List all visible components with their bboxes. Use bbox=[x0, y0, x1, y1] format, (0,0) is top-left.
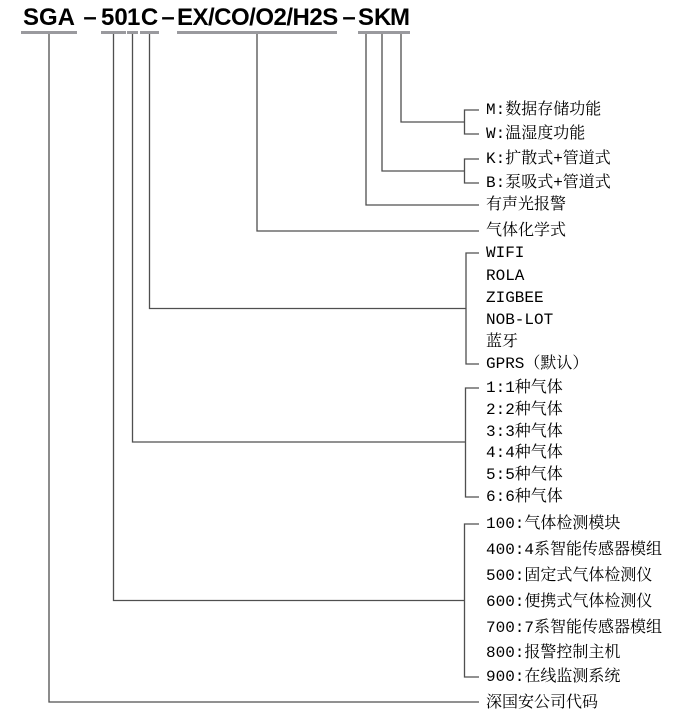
label-intake-option-k: K:扩散式+管道式 bbox=[486, 150, 611, 168]
label-gas-count-2: 2:2种气体 bbox=[486, 401, 563, 419]
line-series-digit bbox=[114, 34, 465, 601]
line-intake-code bbox=[382, 34, 465, 171]
label-intake-option-b: B:泵吸式+管道式 bbox=[486, 174, 611, 192]
model-segment-gases: EX/CO/O2/H2S bbox=[177, 5, 337, 34]
bracket-storage-options bbox=[465, 110, 480, 134]
model-segment-separator: – bbox=[83, 4, 97, 31]
label-company-code: 深国安公司代码 bbox=[486, 694, 599, 712]
model-segment-storage: M bbox=[390, 5, 410, 34]
label-gas-count-1: 1:1种气体 bbox=[486, 379, 563, 397]
label-comm-zigbee: ZIGBEE bbox=[486, 289, 544, 307]
label-gas-count-5: 5:5种气体 bbox=[486, 466, 563, 484]
bracket-product-series bbox=[465, 524, 480, 677]
label-series-700: 700:7系智能传感器模组 bbox=[486, 619, 663, 637]
label-gas-count-3: 3:3种气体 bbox=[486, 423, 563, 441]
label-series-100: 100:气体检测模块 bbox=[486, 515, 621, 533]
label-gas-count-4: 4:4种气体 bbox=[486, 444, 563, 462]
model-segment-comm: C bbox=[140, 5, 159, 34]
bracket-communication bbox=[466, 253, 479, 364]
label-storage-option-w: W:温湿度功能 bbox=[486, 125, 586, 143]
label-storage-option-m: M:数据存储功能 bbox=[486, 101, 602, 119]
label-comm-bluetooth: 蓝牙 bbox=[486, 333, 519, 351]
label-comm-wifi: WIFI bbox=[486, 244, 525, 262]
model-segment-intake: K bbox=[374, 5, 390, 34]
model-segment-separator: – bbox=[342, 4, 356, 31]
line-alarm-code bbox=[366, 34, 479, 205]
label-alarm: 有声光报警 bbox=[486, 196, 567, 214]
label-series-600: 600:便携式气体检测仪 bbox=[486, 593, 653, 611]
label-series-900: 900:在线监测系统 bbox=[486, 668, 621, 686]
model-segment-sga: SGA bbox=[21, 5, 77, 34]
label-series-400: 400:4系智能传感器模组 bbox=[486, 541, 663, 559]
model-segment-separator: – bbox=[161, 4, 175, 31]
line-gas-formula bbox=[257, 34, 479, 231]
bracket-gas-count bbox=[466, 388, 480, 497]
label-gas-formula: 气体化学式 bbox=[486, 222, 567, 240]
bracket-intake-options bbox=[465, 159, 480, 183]
line-sga-to-company-code bbox=[49, 34, 479, 702]
line-gas-count-digit bbox=[133, 34, 466, 442]
model-segment-gas-count: 1 bbox=[127, 5, 138, 34]
model-segment-alarm: S bbox=[358, 5, 374, 34]
label-series-800: 800:报警控制主机 bbox=[486, 644, 621, 662]
line-communication-code bbox=[150, 34, 467, 309]
label-comm-nob-lot: NOB-LOT bbox=[486, 311, 554, 329]
label-comm-gprs-default: GPRS（默认） bbox=[486, 355, 589, 373]
label-series-500: 500:固定式气体检测仪 bbox=[486, 567, 653, 585]
line-storage-code bbox=[401, 34, 465, 122]
label-gas-count-6: 6:6种气体 bbox=[486, 488, 563, 506]
label-comm-rola: ROLA bbox=[486, 267, 525, 285]
model-segment-series: 50 bbox=[101, 5, 126, 34]
